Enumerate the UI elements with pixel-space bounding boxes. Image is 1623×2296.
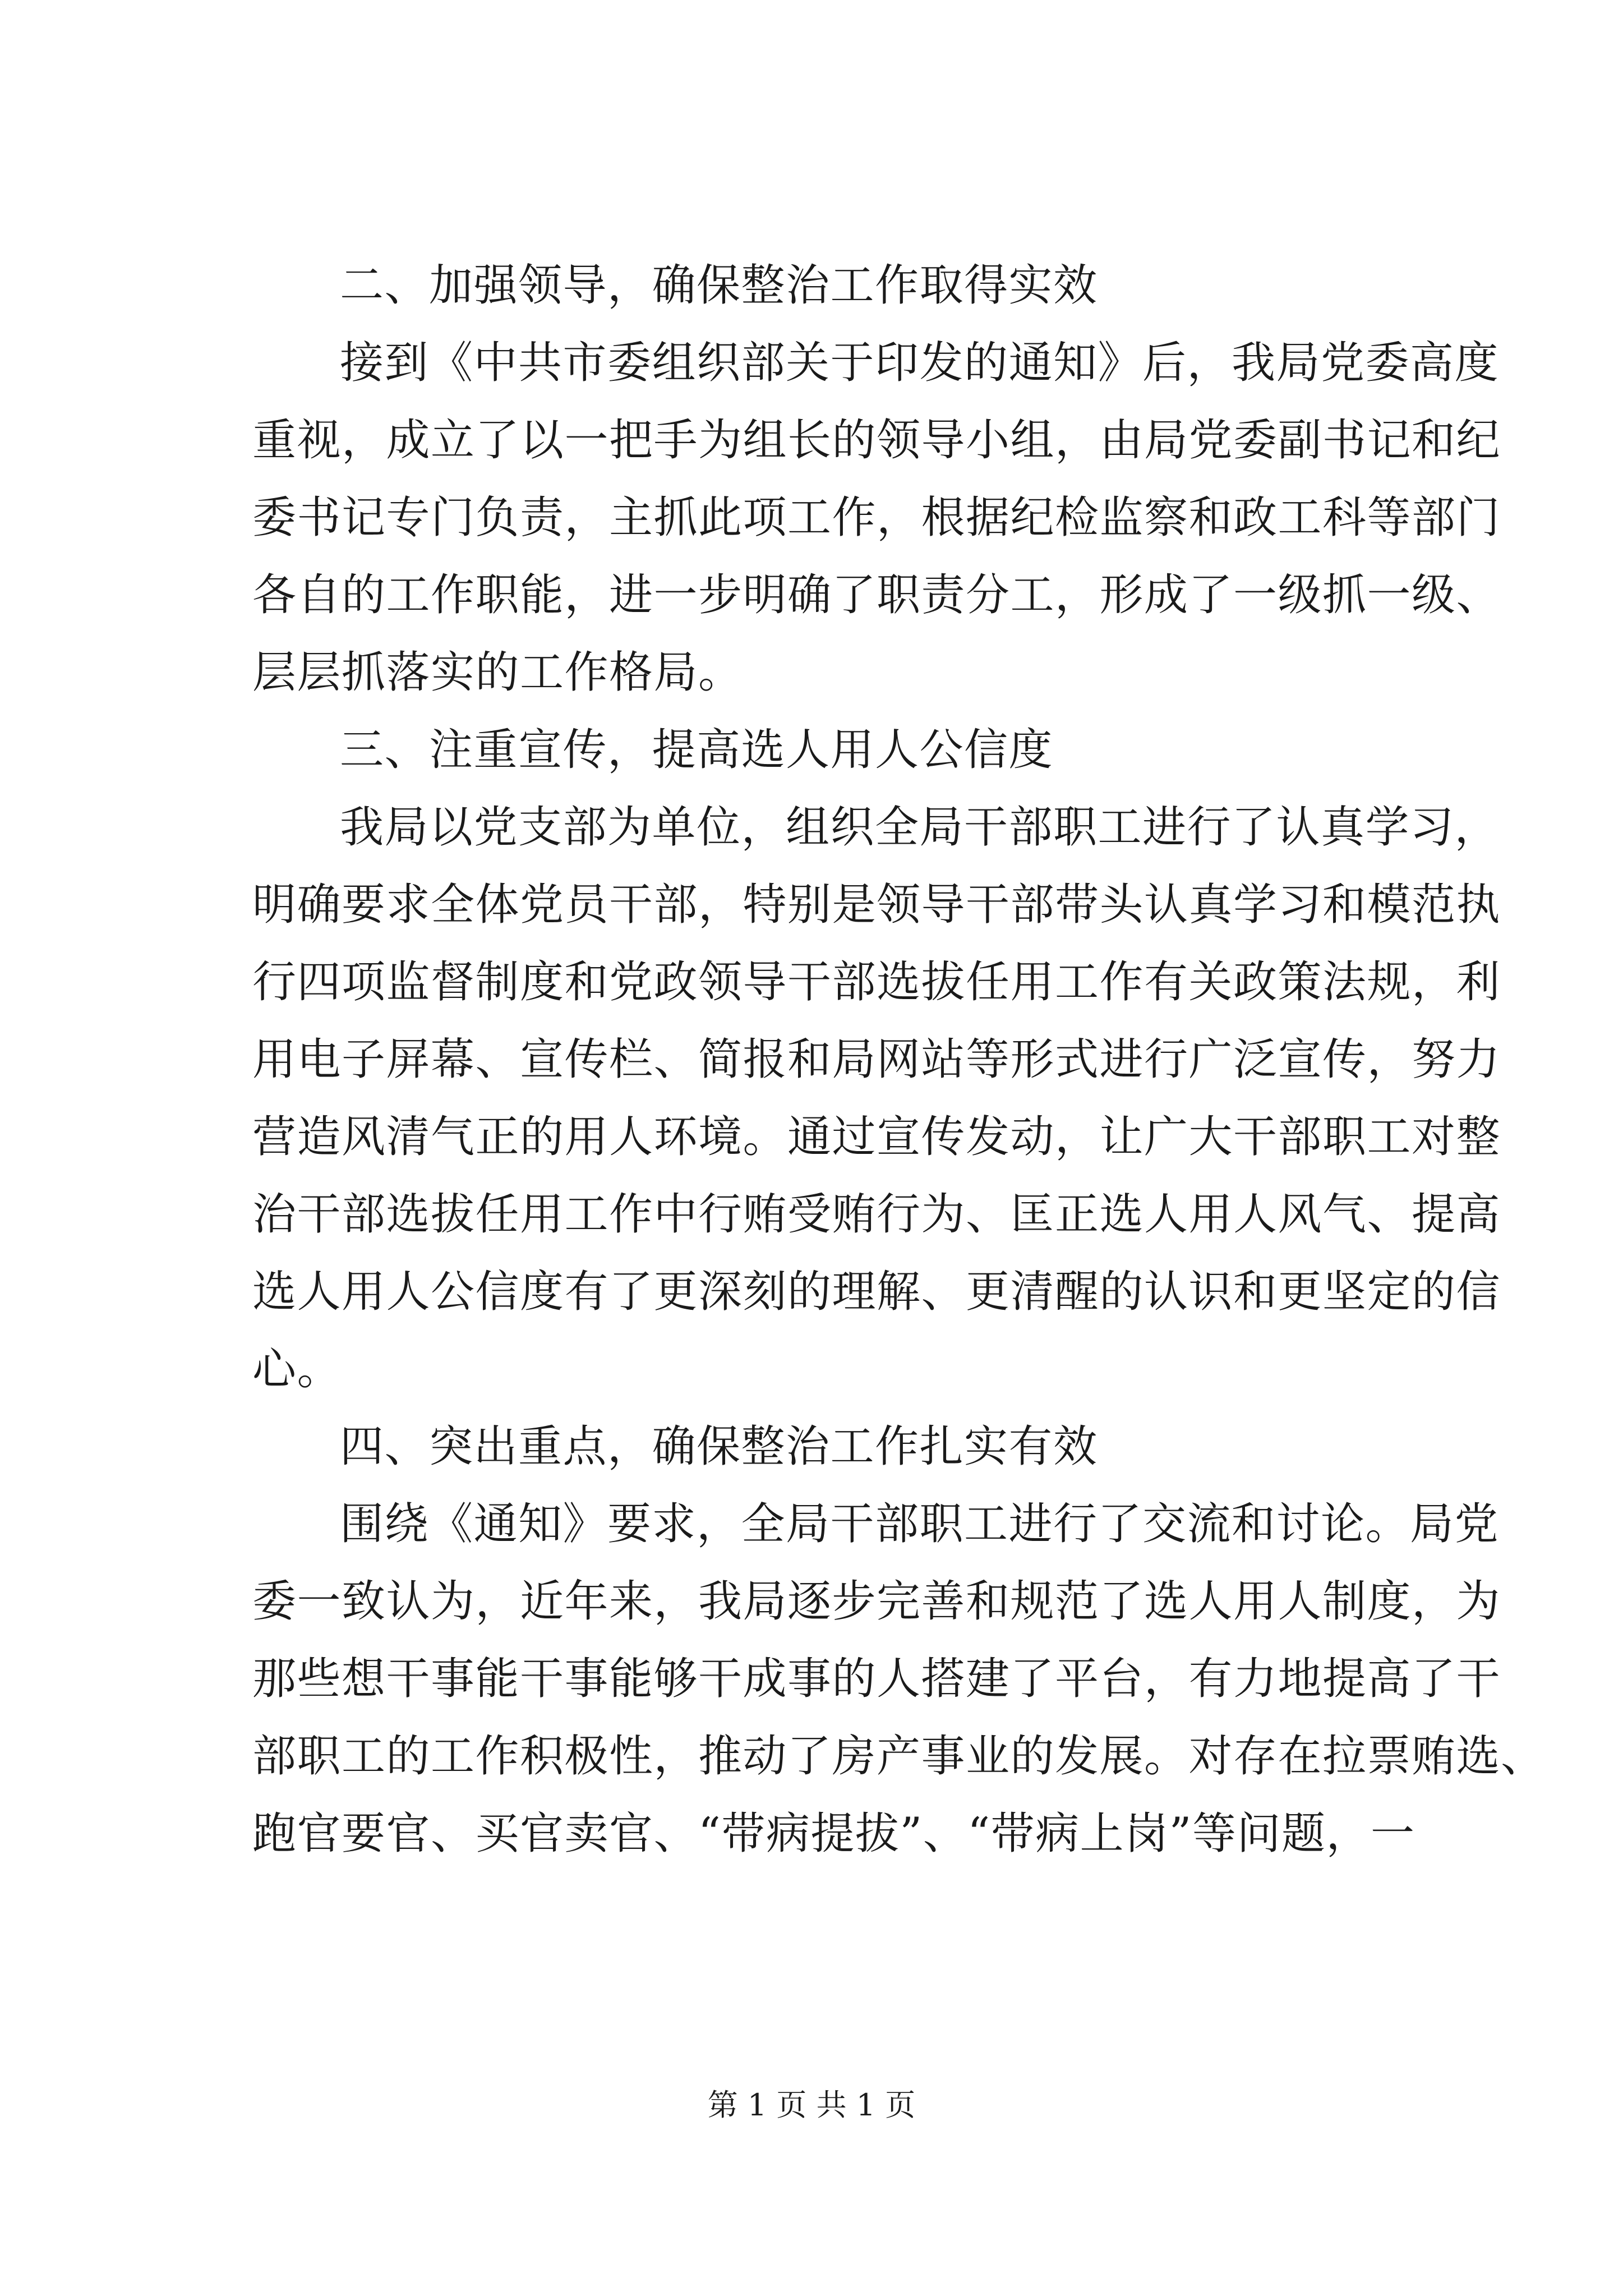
paragraph-line: 围绕《通知》要求，全局干部职工进行了交流和讨论。局党 — [340, 1499, 1500, 1549]
paragraph-line: 部职工的工作积极性，推动了房产事业的发展。对存在拉票贿选、 — [252, 1731, 1546, 1782]
section-heading: 二、加强领导，确保整治工作取得实效 — [340, 260, 1098, 311]
document-body — [252, 247, 1546, 1872]
paragraph-line: 接到《中共市委组织部关于印发的通知》后，我局党委高度 — [340, 338, 1500, 388]
paragraph-line: 委一致认为，近年来，我局逐步完善和规范了选人用人制度，为 — [252, 1576, 1501, 1627]
paragraph-line: 那些想干事能干事能够干成事的人搭建了平台，有力地提高了干 — [252, 1654, 1501, 1704]
paragraph-line: 各自的工作职能，进一步明确了职责分工，形成了一级抓一级、 — [252, 570, 1501, 620]
paragraph-line: 行四项监督制度和党政领导干部选拔任用工作有关政策法规，利 — [252, 957, 1501, 1007]
section-heading: 三、注重宣传，提高选人用人公信度 — [340, 725, 1054, 775]
paragraph-line: 营造风清气正的用人环境。通过宣传发动，让广大干部职工对整 — [252, 1112, 1501, 1162]
paragraph-line: 明确要求全体党员干部，特别是领导干部带头认真学习和模范执 — [252, 880, 1501, 930]
paragraph-line: 委书记专门负责，主抓此项工作，根据纪检监察和政工科等部门 — [252, 493, 1501, 543]
paragraph-line: 层层抓落实的工作格局。 — [252, 647, 743, 698]
paragraph-line: 跑官要官、买官卖官、“带病提拔”、“带病上岗”等问题，一 — [252, 1809, 1415, 1859]
page-footer: 第 1 页 共 1 页 — [707, 2087, 916, 2123]
paragraph-line: 用电子屏幕、宣传栏、简报和局网站等形式进行广泛宣传，努力 — [252, 1034, 1501, 1085]
paragraph-line: 重视，成立了以一把手为组长的领导小组，由局党委副书记和纪 — [252, 415, 1501, 466]
paragraph-line: 选人用人公信度有了更深刻的理解、更清醒的认识和更坚定的信 — [252, 1267, 1501, 1317]
paragraph-line: 心。 — [252, 1344, 342, 1395]
paragraph-line: 治干部选拔任用工作中行贿受贿行为、匡正选人用人风气、提高 — [252, 1189, 1501, 1240]
section-heading: 四、突出重点，确保整治工作扎实有效 — [340, 1421, 1098, 1472]
paragraph-line: 我局以党支部为单位，组织全局干部职工进行了认真学习， — [340, 802, 1500, 853]
